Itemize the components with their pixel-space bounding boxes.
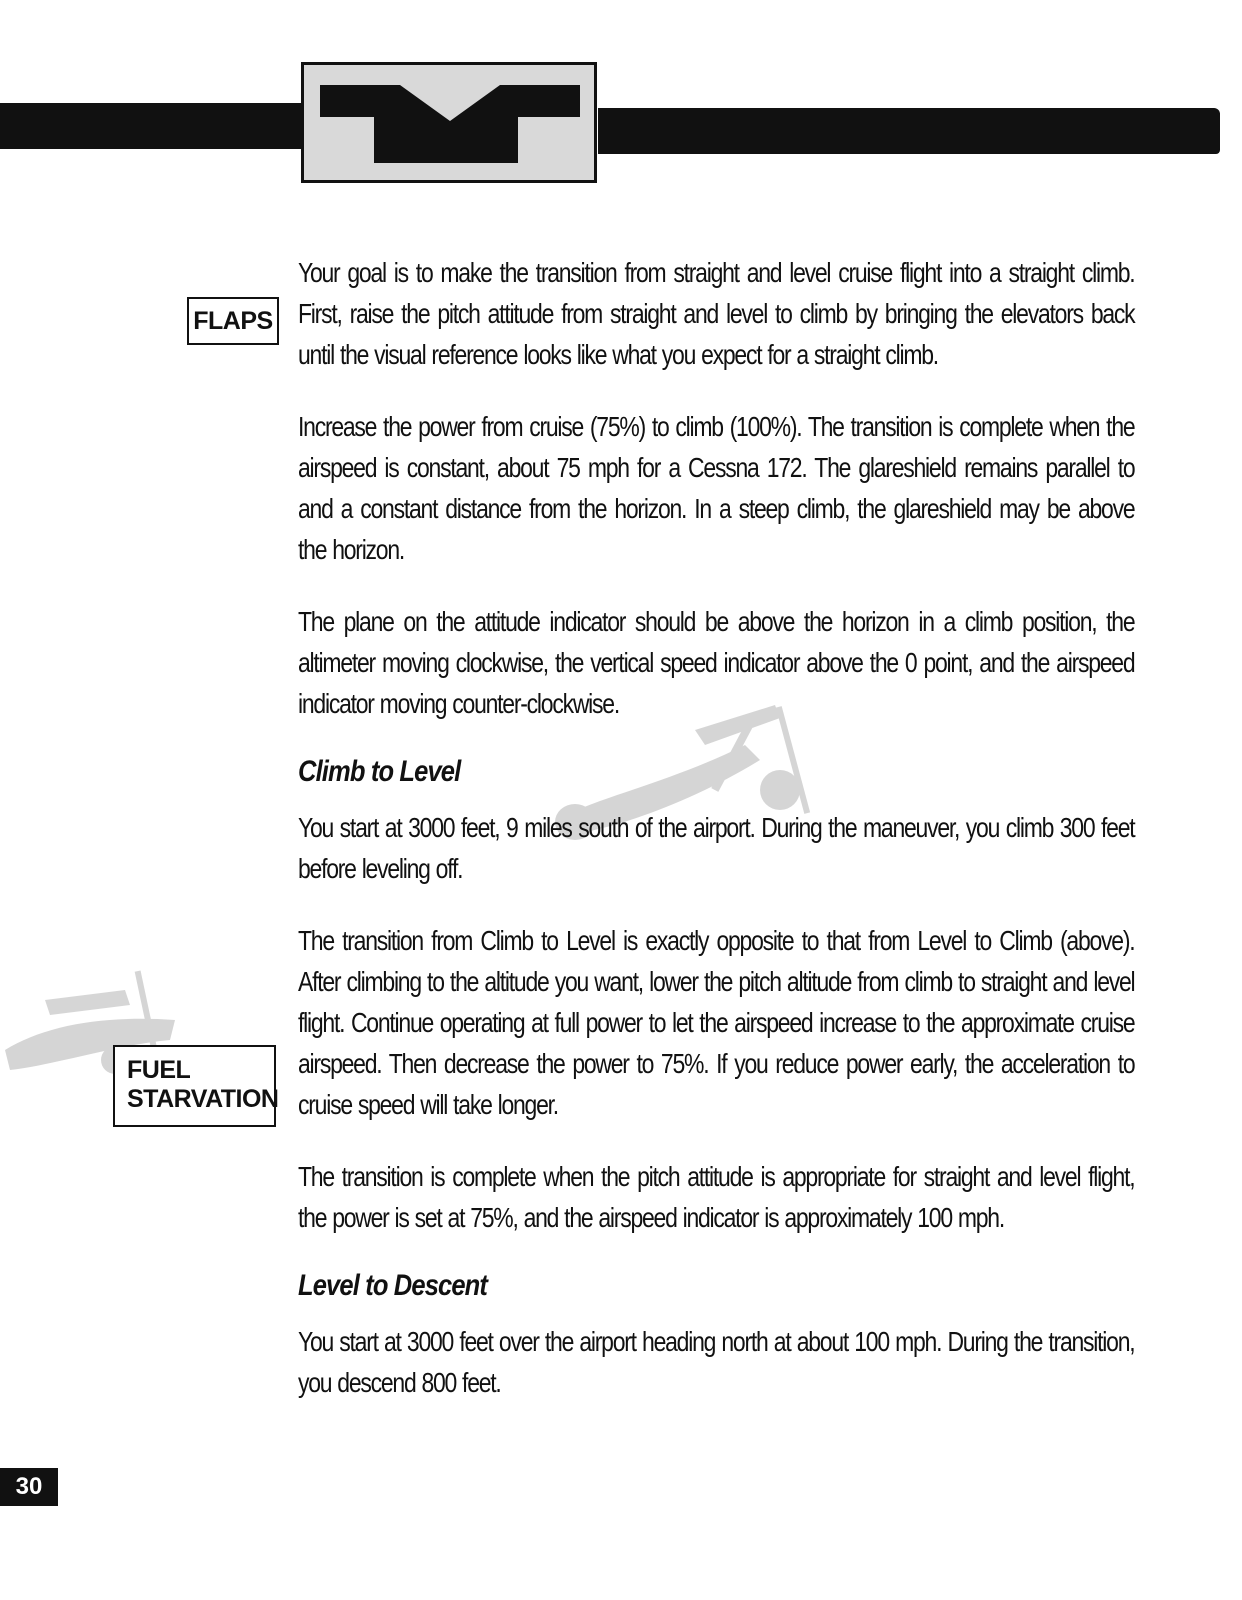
body-paragraph: The plane on the attitude indicator should be above the horizon in a climb position, the altimeter moving clockwise, the vertical speed indicator above the 0 point, and the airspeed indicator moving counter-clockwise. [298, 606, 1135, 719]
header-emblem-icon [301, 62, 597, 183]
section-heading-level-to-descent: Level to Descent [298, 1269, 488, 1302]
body-paragraph: Your goal is to make the transition from straight and level cruise flight into a straight climb. First, raise the pitch attitude from straight and level to climb by bringing the elevators back until the visual reference looks like what you expect for a straight climb. [298, 257, 1135, 370]
main-content [298, 252, 1138, 1434]
flaps-label-text: FLAPS [193, 307, 273, 335]
body-paragraph: You start at 3000 feet over the airport heading north at about 100 mph. During the transition, you descend 800 feet. [298, 1326, 1135, 1398]
body-paragraph: The transition from Climb to Level is exactly opposite to that from Level to Climb (above). After climbing to the altitude you want, lower the pitch altitude from climb to straight and level flight. Continue operating at full power to let the airspeed increase to the approximate cruise airspeed. Then decrease the power to 75%. If you reduce power early, the acceleration to cruise speed will take longer. [298, 925, 1135, 1120]
flaps-sidebar-label [187, 297, 279, 345]
header-bar [0, 103, 302, 149]
fuel-label-line1: FUEL [127, 1056, 191, 1084]
body-paragraph: You start at 3000 feet, 9 miles south of the airport. During the maneuver, you climb 300 feet before leveling off. [298, 812, 1135, 884]
fuel-starvation-sidebar-label [113, 1045, 279, 1127]
fuel-label-line2: STARVATION [127, 1085, 279, 1113]
section-heading-climb-to-level: Climb to Level [298, 755, 461, 788]
header-bar [598, 108, 1220, 154]
body-paragraph: The transition is complete when the pitch attitude is appropriate for straight and level flight, the power is set at 75%, and the airspeed indicator is approximately 100 mph. [298, 1161, 1135, 1233]
body-paragraph: Increase the power from cruise (75%) to climb (100%). The transition is complete when the airspeed is constant, about 75 mph for a Cessna 172. The glareshield remains parallel to and a constant distance from the horizon. In a steep climb, the glareshield may be above the horizon. [298, 411, 1135, 565]
page-number: 30 [0, 1468, 58, 1506]
